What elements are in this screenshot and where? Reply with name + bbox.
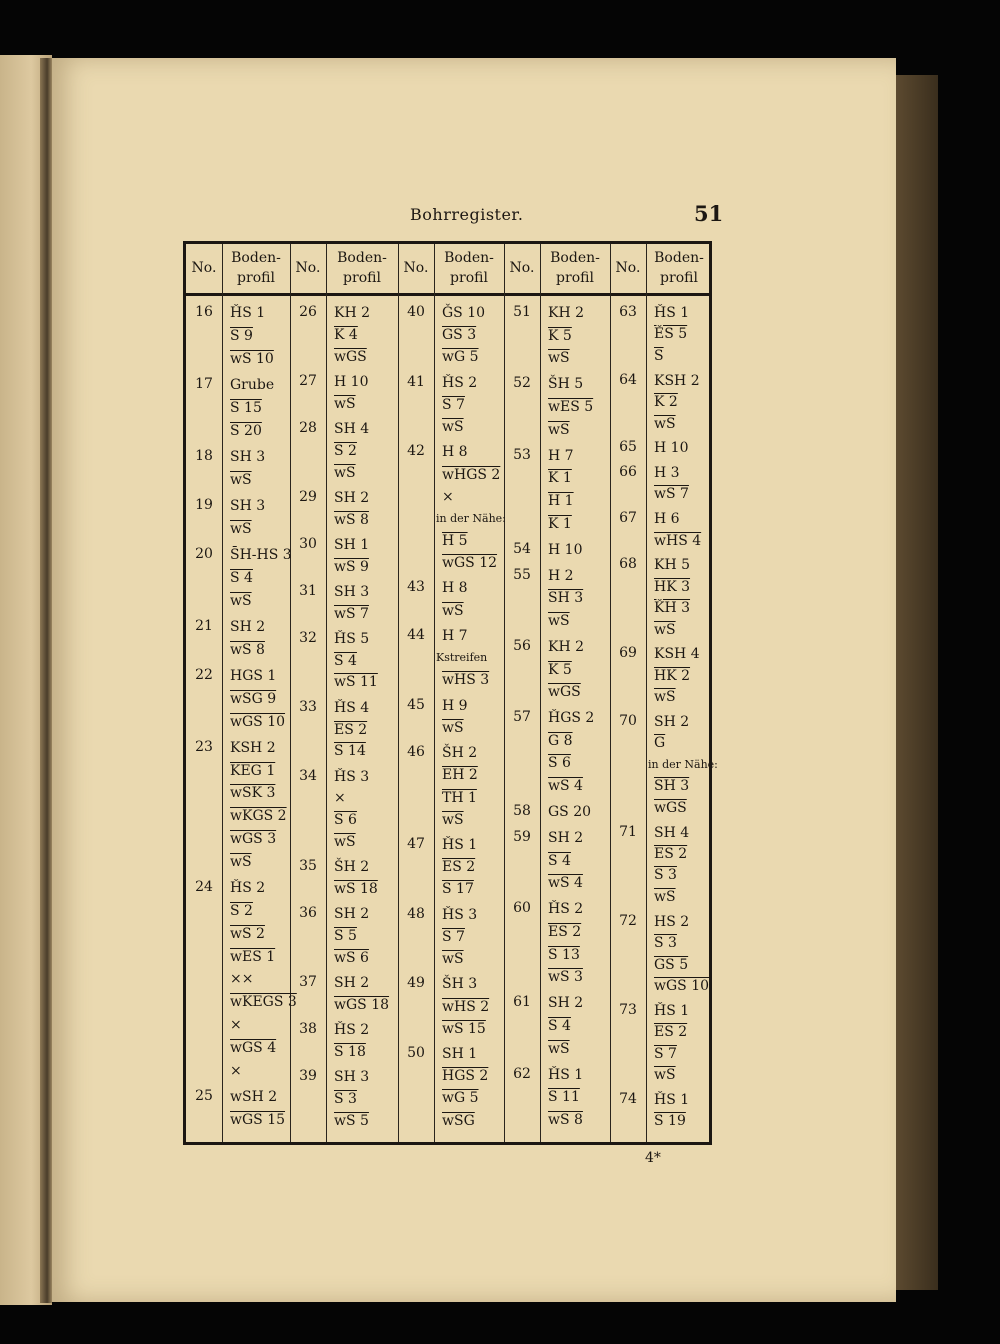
profile-entry: H 2 — [548, 567, 574, 584]
header-no: No. — [295, 260, 321, 276]
profile-entry: ȞS 2 — [442, 374, 478, 391]
profile-entry: SH 2 — [654, 713, 690, 730]
profile-entry: GS 3 — [442, 327, 477, 344]
profile-entry: S 15 — [230, 399, 262, 416]
profile-entry: EH 2 — [442, 767, 478, 784]
book-spine — [40, 58, 52, 1303]
column-divider — [646, 244, 647, 1142]
profile-entry: $\overline{wS}$ — [548, 350, 570, 367]
profile-entry: wGS 15 — [230, 1111, 286, 1128]
profile-entry: H 10 — [334, 373, 369, 390]
profile-entry: ȞS 5 — [334, 630, 370, 647]
header-bodenprofil: Boden- profil — [337, 250, 387, 286]
profile-entry: SH 2 — [334, 975, 370, 992]
profile-entry: HGS 1 — [230, 667, 277, 684]
profile-entry: S 7 — [654, 1045, 677, 1062]
profile-entry: S 14 — [334, 743, 366, 760]
profile-entry: K 1 — [548, 515, 572, 532]
profile-entry: $\overline{wS}$ — [654, 888, 676, 905]
book-cover-edge — [896, 75, 938, 1290]
profile-entry: wGS 4 — [230, 1039, 277, 1056]
profile-entry: wSH 2 — [230, 1088, 278, 1105]
profile-entry: wHGS 2 — [442, 466, 501, 483]
profile-entry: S 3 — [334, 1090, 357, 1107]
profile-entry: SH 2 — [548, 830, 584, 847]
profile-entry: ȞS 2 — [230, 880, 266, 897]
profile-entry: ×× — [230, 971, 254, 988]
boring-number: 50 — [407, 1045, 425, 1062]
profile-entry: S 6 — [334, 812, 357, 829]
profile-entry: SH 4 — [334, 420, 370, 437]
profile-entry: $\overline{G}$ — [654, 735, 666, 752]
profile-entry: wGS 10 — [230, 713, 286, 730]
profile-entry: $\overline{wS}$ — [548, 421, 570, 438]
boring-number: 72 — [619, 912, 637, 929]
boring-number: 17 — [195, 375, 213, 392]
profile-entry: wHS 3 — [442, 672, 490, 689]
boring-number: 64 — [619, 371, 637, 388]
boring-number: 38 — [299, 1021, 317, 1038]
profile-entry: wS 11 — [334, 674, 378, 691]
profile-entry: S 4 — [548, 1018, 571, 1035]
boring-number: 37 — [299, 974, 317, 991]
profile-entry: K 4 — [334, 326, 358, 343]
profile-entry: H 7 — [442, 628, 468, 645]
profile-entry: wGS 18 — [334, 996, 390, 1013]
profile-entry: S 7 — [442, 928, 465, 945]
profile-entry: ǦS 10 — [442, 305, 486, 321]
profile-entry: $\overline{wS}$ — [654, 415, 676, 432]
profile-entry: wS 15 — [442, 1020, 486, 1037]
profile-entry: $\overline{wGS}$ — [334, 348, 367, 365]
profile-entry: S 4 — [548, 852, 571, 869]
boring-number: 21 — [195, 617, 213, 634]
profile-entry: H 6 — [654, 511, 680, 528]
profile-entry: $\overline{wGS}$ — [654, 799, 687, 816]
profile-entry: ȞS 4 — [334, 699, 370, 716]
header-bodenprofil: Boden- profil — [444, 250, 494, 286]
header-no: No. — [509, 260, 535, 276]
boring-number: 41 — [407, 373, 425, 390]
running-title: Bohrregister. — [410, 205, 524, 224]
boring-number: 33 — [299, 698, 317, 715]
profile-entry: wS 8 — [334, 511, 369, 528]
profile-entry: $\overline{wS}$ — [548, 1040, 570, 1057]
profile-entry: Grube — [230, 376, 275, 393]
profile-entry: KSH 2 — [654, 372, 700, 389]
profile-entry: K 2 — [654, 394, 678, 411]
profile-entry: wS 4 — [548, 778, 583, 795]
boring-number: 63 — [619, 304, 637, 320]
profile-entry: $\overline{wS}$ — [230, 471, 252, 488]
profile-entry: wG 5 — [442, 349, 479, 366]
profile-entry: SH 1 — [442, 1046, 478, 1063]
profile-entry: H 9 — [442, 697, 468, 714]
profile-entry: wS 5 — [334, 1112, 369, 1129]
profile-entry: H 5 — [442, 532, 468, 549]
printer-signature: 4* — [645, 1150, 661, 1166]
profile-entry: HK 3 — [654, 578, 691, 595]
profile-entry: $\overline{wS}$ — [230, 853, 252, 870]
profile-entry: G 8 — [548, 732, 573, 749]
boring-number: 54 — [513, 540, 531, 557]
boring-number: 20 — [195, 545, 213, 562]
profile-entry: H 8 — [442, 580, 468, 597]
boring-number: 67 — [619, 510, 637, 527]
profile-entry: SH 2 — [548, 995, 584, 1012]
boring-number: 19 — [195, 496, 213, 513]
boring-number: 25 — [195, 1087, 213, 1104]
profile-entry: HK 2 — [654, 667, 691, 684]
profile-entry: KH 2 — [334, 305, 371, 321]
boring-number: 59 — [513, 829, 531, 846]
profile-entry: wGS 12 — [442, 555, 498, 571]
profile-entry: wES 1 — [230, 948, 276, 965]
profile-entry: S 13 — [548, 946, 580, 963]
profile-entry: ȞS 1 — [548, 1066, 584, 1083]
profile-entry: ES 2 — [442, 859, 476, 876]
boring-number: 18 — [195, 447, 213, 464]
profile-entry: GS 5 — [654, 956, 689, 973]
profile-entry: SH 3 — [654, 778, 690, 795]
profile-entry: H 1 — [548, 492, 574, 509]
profile-entry: wES 5 — [548, 398, 594, 415]
profile-entry: SH 3 — [230, 497, 266, 514]
profile-entry: SH 3 — [230, 448, 266, 465]
boring-number: 16 — [195, 304, 213, 320]
profile-entry: wGS 3 — [230, 831, 277, 848]
header-bodenprofil: Boden- profil — [550, 250, 600, 286]
profile-entry: KH 2 — [548, 305, 585, 321]
boring-number: 39 — [299, 1068, 317, 1085]
profile-entry: SH 3 — [334, 1069, 370, 1086]
column-divider — [326, 244, 327, 1142]
profile-entry: SH 2 — [334, 489, 370, 506]
boring-number: 58 — [513, 803, 531, 820]
boring-number: 73 — [619, 1001, 637, 1018]
boring-number: 27 — [299, 372, 317, 389]
profile-entry: ŠH 3 — [442, 976, 478, 993]
boring-number: 40 — [407, 304, 425, 320]
profile-entry: $\overline{wS}$ — [442, 719, 464, 736]
column-divider — [434, 244, 435, 1142]
profile-entry: wSK 3 — [230, 785, 276, 802]
boring-number: 70 — [619, 712, 637, 729]
column-divider — [540, 244, 541, 1142]
profile-entry: $\overline{wS}$ — [442, 418, 464, 435]
boring-number: 48 — [407, 905, 425, 922]
boring-number: 62 — [513, 1065, 531, 1082]
profile-entry: ȞS 1 — [654, 1091, 690, 1108]
profile-entry: HGS 2 — [442, 1068, 489, 1085]
column-divider — [610, 244, 611, 1142]
profile-entry: K 1 — [548, 470, 572, 487]
profile-entry: $\overline{S}$ — [654, 347, 664, 364]
profile-entry: S̄H-HS 3 — [230, 546, 292, 563]
profile-entry: KSH 4 — [654, 646, 700, 663]
profile-entry: in der Nähe: — [648, 757, 718, 771]
profile-entry: ŠH 2 — [442, 745, 478, 762]
profile-entry: wSG 9 — [230, 690, 277, 707]
profile-entry: wS 7 — [654, 486, 689, 503]
profile-entry: $\overline{wS}$ — [334, 834, 356, 851]
profile-entry: ŠH 5 — [548, 376, 584, 393]
profile-entry: S 17 — [442, 881, 474, 898]
profile-entry: wKEGS 3 — [230, 994, 297, 1011]
profile-entry: wKGS 2 — [230, 808, 287, 825]
profile-entry: wS 7 — [334, 605, 369, 622]
boring-number: 55 — [513, 566, 531, 583]
boring-number: 29 — [299, 488, 317, 505]
profile-entry: SH 3 — [334, 583, 370, 600]
profile-entry: $\overline{wGS}$ — [548, 684, 581, 701]
profile-entry: wS 2 — [230, 925, 265, 942]
boring-number: 66 — [619, 463, 637, 480]
profile-entry: wS 3 — [548, 969, 583, 986]
boring-number: 34 — [299, 767, 317, 784]
profile-entry: ȞS 1 — [442, 837, 478, 854]
profile-entry: S 4 — [230, 569, 253, 586]
profile-entry: K 5 — [548, 327, 572, 344]
profile-entry: S 4 — [334, 652, 357, 669]
boring-number: 32 — [299, 629, 317, 646]
profile-entry: $\overline{wS}$ — [654, 621, 676, 638]
boring-number: 30 — [299, 535, 317, 552]
boring-number: 71 — [619, 823, 637, 840]
column-divider — [504, 244, 505, 1142]
profile-entry: S 3 — [654, 867, 677, 884]
boring-number: 42 — [407, 443, 425, 460]
header-bodenprofil: Boden- profil — [654, 250, 704, 286]
boring-number: 43 — [407, 579, 425, 596]
boring-number: 49 — [407, 975, 425, 992]
profile-entry: H 7 — [548, 447, 574, 464]
profile-entry: K 5 — [548, 661, 572, 678]
profile-entry: KEG 1 — [230, 762, 276, 779]
boring-number: 26 — [299, 304, 317, 320]
profile-entry: S 7 — [442, 396, 465, 413]
profile-entry: $\overline{wS}$ — [548, 612, 570, 629]
profile-entry: wGS 10 — [654, 978, 710, 995]
boring-number: 65 — [619, 439, 637, 456]
profile-entry: H 10 — [548, 541, 583, 558]
profile-entry: SH 2 — [230, 618, 266, 635]
profile-entry: ȞS 1 — [230, 305, 266, 321]
boring-number: 57 — [513, 709, 531, 726]
profile-entry: H 10 — [654, 440, 689, 457]
profile-entry: wHS 2 — [442, 998, 490, 1015]
boring-number: 24 — [195, 879, 213, 896]
profile-entry: $\overline{wS}$ — [442, 951, 464, 968]
profile-entry: S 20 — [230, 422, 262, 439]
boring-number: 35 — [299, 858, 317, 875]
profile-entry: $\overline{wS}$ — [654, 689, 676, 706]
header-bodenprofil: Boden- profil — [231, 250, 281, 286]
boring-number: 61 — [513, 994, 531, 1011]
boring-number: 51 — [513, 304, 531, 320]
profile-entry: in der Nähe: — [436, 511, 506, 525]
boring-number: 22 — [195, 666, 213, 683]
page-number: 51 — [694, 201, 724, 226]
boring-number: 69 — [619, 645, 637, 662]
profile-entry: wS 10 — [230, 350, 274, 367]
profile-entry: × — [230, 1062, 242, 1079]
profile-entry: Kstreifen — [436, 651, 488, 665]
profile-entry: $\overline{wS}$ — [334, 395, 356, 412]
profile-entry: ǨH 3 — [654, 600, 691, 617]
column-divider — [222, 244, 223, 1142]
profile-entry: ĚS 5 — [654, 326, 688, 343]
boring-number: 44 — [407, 627, 425, 644]
profile-entry: wS 18 — [334, 881, 378, 898]
profile-entry: $\overline{wS}$ — [334, 464, 356, 481]
profile-entry: × — [334, 790, 346, 807]
boring-number: 31 — [299, 582, 317, 599]
boring-number: 52 — [513, 375, 531, 392]
profile-entry: ȞS 1 — [654, 1002, 690, 1019]
profile-entry: ȞS 3 — [334, 768, 370, 785]
boring-number: 74 — [619, 1090, 637, 1107]
profile-entry: wS 4 — [548, 875, 583, 892]
profile-entry: wS 6 — [334, 949, 369, 966]
profile-entry: H 8 — [442, 444, 468, 461]
profile-entry: KH 5 — [654, 557, 691, 574]
profile-entry: SH 2 — [334, 906, 370, 923]
profile-entry: S 9 — [230, 327, 253, 344]
profile-entry: ȞGS 2 — [548, 710, 595, 727]
profile-entry: H 3 — [654, 464, 680, 481]
profile-entry: $\overline{wS}$ — [230, 520, 252, 537]
boring-number: 28 — [299, 419, 317, 436]
boring-number: 68 — [619, 556, 637, 573]
profile-entry: ES 2 — [654, 1024, 688, 1041]
profile-entry: wG 5 — [442, 1090, 479, 1107]
profile-entry: $\overline{wSG}$ — [442, 1112, 475, 1129]
profile-entry: wS 9 — [334, 558, 369, 575]
profile-entry: S 19 — [654, 1113, 686, 1130]
profile-entry: KSH 2 — [230, 739, 276, 756]
boring-number: 47 — [407, 836, 425, 853]
profile-entry: ȞS 2 — [334, 1022, 370, 1039]
profile-entry: TH 1 — [442, 789, 477, 806]
profile-entry: SH 4 — [654, 824, 690, 841]
profile-entry: wS 8 — [548, 1111, 583, 1128]
profile-entry: ES 2 — [654, 846, 688, 863]
profile-entry: × — [230, 1017, 242, 1034]
boring-number: 56 — [513, 637, 531, 654]
profile-entry: wHS 4 — [654, 532, 702, 549]
profile-entry: S 2 — [334, 442, 357, 459]
profile-entry: S 6 — [548, 755, 571, 772]
boring-number: 46 — [407, 744, 425, 761]
header-no: No. — [191, 260, 217, 276]
profile-entry: ȞS 3 — [442, 906, 478, 923]
profile-entry: HS 2 — [654, 913, 690, 930]
profile-entry: S 2 — [230, 902, 253, 919]
column-divider — [398, 244, 399, 1142]
profile-entry: $\overline{wS}$ — [230, 592, 252, 609]
header-no: No. — [615, 260, 641, 276]
header-no: No. — [403, 260, 429, 276]
profile-entry: × — [442, 488, 454, 505]
profile-entry: $\overline{wS}$ — [442, 811, 464, 828]
boring-number: 60 — [513, 900, 531, 917]
profile-entry: $\overline{wS}$ — [654, 1067, 676, 1084]
boring-number: 23 — [195, 738, 213, 755]
profile-entry: ȞS 2 — [548, 901, 584, 918]
header-rule — [186, 293, 709, 296]
profile-entry: ȞS 1 — [654, 305, 690, 321]
bohrregister-table — [183, 241, 718, 1145]
profile-entry: $\overline{wS}$ — [442, 602, 464, 619]
boring-number: 36 — [299, 905, 317, 922]
profile-entry: S 3 — [654, 935, 677, 952]
profile-entry: ŠH 2 — [334, 859, 370, 876]
profile-entry: S 11 — [548, 1089, 580, 1106]
profile-entry: SH 3 — [548, 590, 584, 607]
profile-entry: GS 20 — [548, 804, 592, 821]
profile-entry: SH 1 — [334, 536, 370, 553]
boring-number: 45 — [407, 696, 425, 713]
profile-entry: KH 2 — [548, 638, 585, 655]
profile-entry: S 18 — [334, 1043, 366, 1060]
profile-entry: ES 2 — [334, 721, 368, 738]
profile-entry: ES 2 — [548, 924, 582, 941]
profile-entry: S 5 — [334, 928, 357, 945]
profile-entry: wS 8 — [230, 641, 265, 658]
boring-number: 53 — [513, 446, 531, 463]
